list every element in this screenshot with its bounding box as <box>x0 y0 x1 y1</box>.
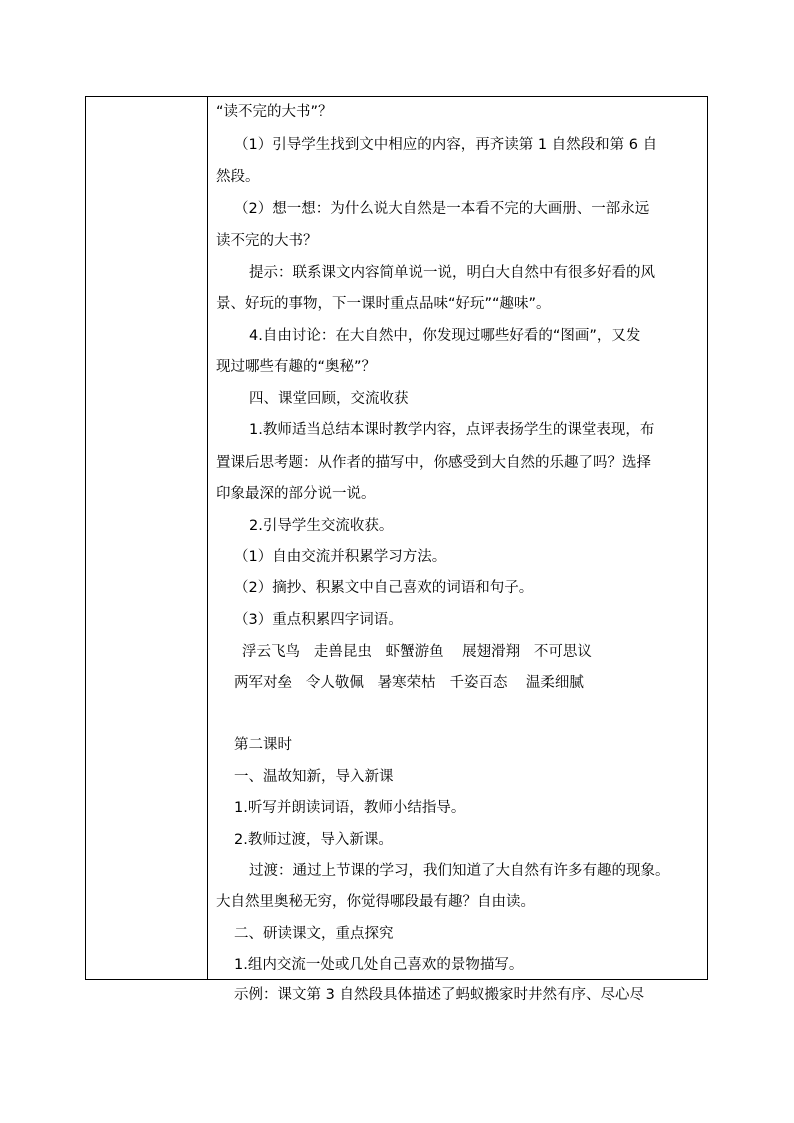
text-line: （3）重点积累四字词语。 <box>234 612 403 628</box>
lesson-period-title: 第二课时 <box>234 737 292 753</box>
text-line: 大自然里奥秘无穷，你觉得哪段最有趣？自由读。 <box>216 894 535 910</box>
text-line: 2.引导学生交流收获。 <box>249 518 394 534</box>
text-line: 过渡：通过上节课的学习，我们知道了大自然有许多有趣的现象。 <box>249 863 670 879</box>
text-line: 景、好玩的事物，下一课时重点品味“好玩”“趣味”。 <box>216 296 551 312</box>
text-line: （1）引导学生找到文中相应的内容，再齐读第 1 自然段和第 6 自 <box>234 137 658 153</box>
text-line: 示例：课文第 3 自然段具体描述了蚂蚁搬家时井然有序、尽心尽 <box>234 987 644 1003</box>
text-line: 1.听写并朗读词语，教师小结指导。 <box>234 800 466 816</box>
text-line: 现过哪些有趣的“奥秘”？ <box>216 359 377 375</box>
text-line: 1.组内交流一处或几处自己喜欢的景物描写。 <box>234 957 524 973</box>
vocabulary-row: 两军对垒 令人敬佩 暑寒荣枯 千姿百态 温柔细腻 <box>234 675 584 691</box>
section-heading: 一、温故知新，导入新课 <box>234 769 394 785</box>
text-line: 1.教师适当总结本课时教学内容，点评表扬学生的课堂表现，布 <box>249 422 655 438</box>
section-heading: 二、研读课文，重点探究 <box>234 926 394 942</box>
text-line: “读不完的大书”？ <box>216 104 333 120</box>
text-line: 读不完的大书？ <box>216 233 318 249</box>
text-line: （1）自由交流并积累学习方法。 <box>234 549 447 565</box>
text-line: （2）想一想：为什么说大自然是一本看不完的大画册、一部永远 <box>234 201 650 217</box>
lesson-content-cell <box>208 97 707 1003</box>
vocabulary-row: 浮云飞鸟 走兽昆虫 虾蟹游鱼 展翅滑翔 不可思议 <box>242 644 592 660</box>
text-line: 4.自由讨论：在大自然中，你发现过哪些好看的“图画”，又发 <box>249 328 641 344</box>
text-line: 2.教师过渡，导入新课。 <box>234 832 393 848</box>
text-line: 置课后思考题：从作者的描写中，你感受到大自然的乐趣了吗？选择 <box>216 455 651 471</box>
text-line: 印象最深的部分说一说。 <box>216 486 376 502</box>
text-line: 然段。 <box>216 169 260 185</box>
section-heading: 四、课堂回顾，交流收获 <box>249 391 409 407</box>
text-line: 提示：联系课文内容简单说一说，明白大自然中有很多好看的风 <box>249 265 655 281</box>
text-line: （2）摘抄、积累文中自己喜欢的词语和句子。 <box>234 580 534 596</box>
lesson-plan-table <box>85 96 708 1003</box>
